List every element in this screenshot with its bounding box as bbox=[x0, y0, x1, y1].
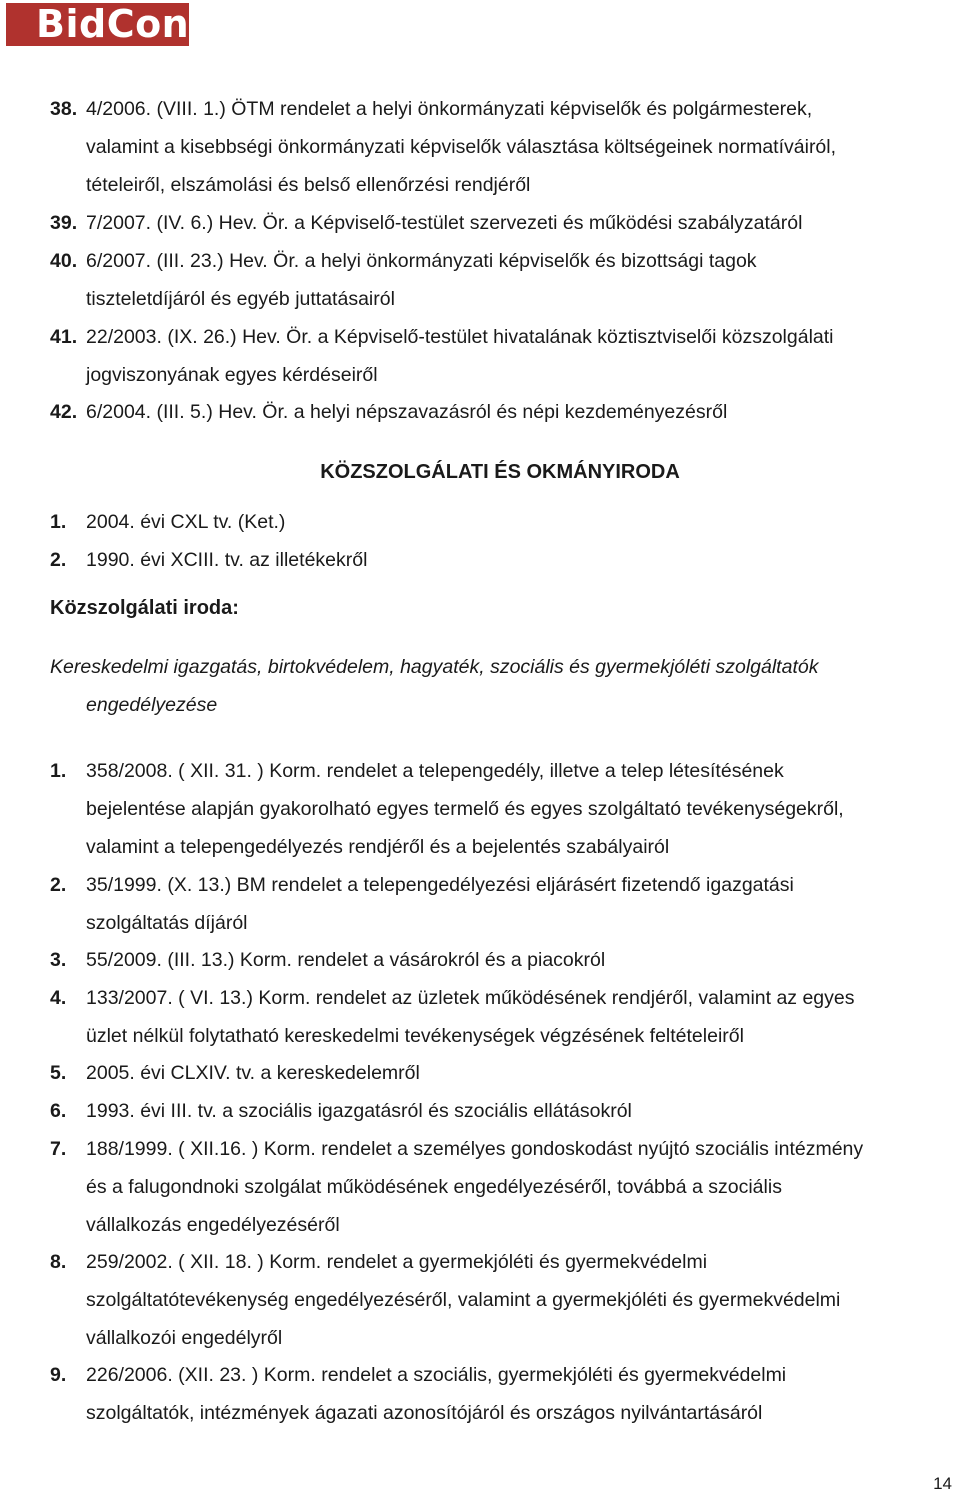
list-item bbox=[50, 242, 956, 318]
item-text: 2004. évi CXL tv. (Ket.) bbox=[86, 511, 286, 533]
list-item bbox=[50, 1243, 956, 1357]
item-text: 259/2002. ( XII. 18. ) Korm. rendelet a gyermekjóléti és gyermekvédelmi bbox=[86, 1251, 708, 1273]
item-number: 8. bbox=[50, 1251, 67, 1273]
item-text: üzlet nélkül folytatható kereskedelmi tevékenységek végzésének feltételeiről bbox=[86, 1025, 744, 1047]
item-number: 1. bbox=[50, 511, 67, 533]
item-number: 9. bbox=[50, 1364, 67, 1386]
bidcon-logo: BidCon bbox=[6, 3, 189, 46]
item-text: jogviszonyának egyes kérdéseiről bbox=[86, 364, 378, 386]
item-number: 4. bbox=[50, 987, 67, 1009]
item-number: 6. bbox=[50, 1100, 67, 1122]
item-number: 2. bbox=[50, 549, 67, 571]
list-item bbox=[50, 204, 956, 242]
list-item bbox=[50, 979, 956, 1055]
list-item bbox=[50, 1054, 956, 1092]
item-number: 40. bbox=[50, 250, 78, 272]
item-text: 55/2009. (III. 13.) Korm. rendelet a vásárokról és a piacokról bbox=[86, 949, 606, 971]
item-text: vállalkozás engedélyezéséről bbox=[86, 1214, 340, 1236]
list-item bbox=[50, 1356, 956, 1432]
item-text: 2005. évi CLXIV. tv. a kereskedelemről bbox=[86, 1062, 420, 1084]
italic-heading-line: engedélyezése bbox=[86, 694, 218, 716]
item-text: tiszteletdíjáról és egyéb juttatásairól bbox=[86, 288, 395, 310]
item-text: 1993. évi III. tv. a szociális igazgatásról és szociális ellátásokról bbox=[86, 1100, 632, 1122]
list-item bbox=[50, 318, 956, 394]
list-item bbox=[50, 866, 956, 942]
list-item bbox=[50, 1092, 956, 1130]
section-heading: KÖZSZOLGÁLATI ÉS OKMÁNYIRODA bbox=[320, 461, 680, 483]
item-text: 6/2004. (III. 5.) Hev. Ör. a helyi népszavazásról és népi kezdeményezésről bbox=[86, 401, 728, 423]
list-item bbox=[50, 941, 956, 979]
item-number: 42. bbox=[50, 401, 78, 423]
item-text: 226/2006. (XII. 23. ) Korm. rendelet a szociális, gyermekjóléti és gyermekvédelmi bbox=[86, 1364, 787, 1386]
list-item bbox=[50, 752, 956, 866]
subheading: Közszolgálati iroda: bbox=[50, 597, 239, 619]
list-item bbox=[50, 541, 956, 579]
item-text: 7/2007. (IV. 6.) Hev. Ör. a Képviselő-testület szervezeti és működési szabályzatáról bbox=[86, 212, 803, 234]
list-item bbox=[50, 1130, 956, 1244]
item-number: 38. bbox=[50, 98, 78, 120]
item-number: 5. bbox=[50, 1062, 67, 1084]
italic-heading bbox=[50, 648, 956, 724]
item-number: 2. bbox=[50, 874, 67, 896]
item-text: valamint a kisebbségi önkormányzati képviselők választása költségeinek normatíváiról, bbox=[86, 136, 837, 158]
item-text: vállalkozói engedélyről bbox=[86, 1327, 283, 1349]
item-text: és a falugondnoki szolgálat működésének engedélyezéséről, továbbá a szociális bbox=[86, 1176, 782, 1198]
item-text: 133/2007. ( VI. 13.) Korm. rendelet az üzletek működésének rendjéről, valamint az egyes bbox=[86, 987, 855, 1009]
item-text: szolgáltatók, intézmények ágazati azonosítójáról és országos nyilvántartásáról bbox=[86, 1402, 763, 1424]
item-text: valamint a telepengedélyezés rendjéről és a bejelentés szabályairól bbox=[86, 836, 670, 858]
item-number: 1. bbox=[50, 760, 67, 782]
item-text: szolgáltatótevékenység engedélyezéséről, valamint a gyermekjóléti és gyermekvédelmi bbox=[86, 1289, 841, 1311]
list-item bbox=[50, 503, 956, 541]
list-item bbox=[50, 393, 956, 431]
item-text: szolgáltatás díjáról bbox=[86, 912, 248, 934]
item-text: 6/2007. (III. 23.) Hev. Ör. a helyi önkormányzati képviselők és bizottsági tagok bbox=[86, 250, 757, 272]
item-text: bejelentése alapján gyakorolható egyes termelő és egyes szolgáltató tevékenységekről, bbox=[86, 798, 844, 820]
item-text: tételeiről, elszámolási és belső ellenőrzési rendjéről bbox=[86, 174, 531, 196]
page-number: 14 bbox=[933, 1474, 952, 1493]
item-text: 1990. évi XCIII. tv. az illetékekről bbox=[86, 549, 368, 571]
item-text: 358/2008. ( XII. 31. ) Korm. rendelet a telepengedély, illetve a telep létesítésének bbox=[86, 760, 784, 782]
item-text: 188/1999. ( XII.16. ) Korm. rendelet a személyes gondoskodást nyújtó szociális intézmény bbox=[86, 1138, 864, 1160]
list-item bbox=[50, 90, 956, 204]
item-text: 35/1999. (X. 13.) BM rendelet a telepengedélyezési eljárásért fizetendő igazgatási bbox=[86, 874, 794, 896]
item-number: 7. bbox=[50, 1138, 67, 1160]
item-text: 22/2003. (IX. 26.) Hev. Ör. a Képviselő-testület hivatalának köztisztviselői közszolgálati bbox=[86, 326, 834, 348]
item-number: 39. bbox=[50, 212, 78, 234]
italic-heading-line: Kereskedelmi igazgatás, birtokvédelem, hagyaték, szociális és gyermekjóléti szolgáltatók bbox=[50, 656, 819, 678]
item-text: 4/2006. (VIII. 1.) ÖTM rendelet a helyi önkormányzati képviselők és polgármesterek, bbox=[86, 98, 813, 120]
item-number: 3. bbox=[50, 949, 67, 971]
item-number: 41. bbox=[50, 326, 78, 348]
